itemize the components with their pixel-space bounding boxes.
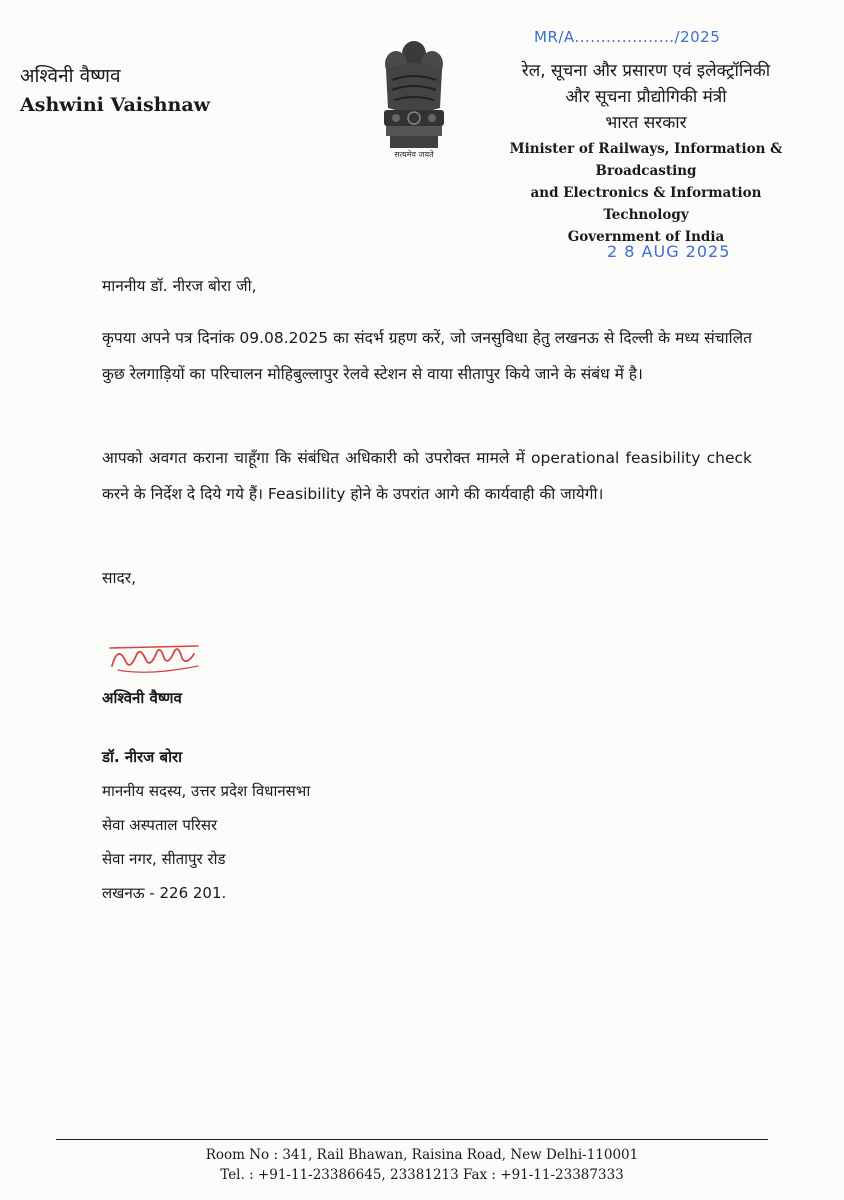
title-english-line-2: and Electronics & Information Technology <box>530 185 762 223</box>
address-line-3: सेवा नगर, सीतापुर रोड <box>102 850 226 868</box>
closing: सादर, <box>102 569 136 587</box>
minister-name-english: Ashwini Vaishnaw <box>20 94 210 116</box>
body-paragraph-2: आपको अवगत कराना चाहूँगा कि संबंधित अधिकारी को उपरोक्त मामले में operational feasibility check करने के निर्देश दे दिये गये हैं। Feasibility होने के उपरांत आगे की कार्यवाही की जायेगी। <box>102 449 752 503</box>
footer-divider <box>56 1139 768 1140</box>
addressee-block <box>102 740 310 910</box>
signer-name: अश्विनी वैष्णव <box>102 689 182 707</box>
reference-number-stamp: MR/A.................../2025 <box>534 28 721 46</box>
title-hindi-line-2: और सूचना प्रौद्योगिकी मंत्री <box>565 87 727 107</box>
minister-name-hindi: अश्विनी वैष्णव <box>20 65 121 87</box>
title-hindi-line-1: रेल, सूचना और प्रसारण एवं इलेक्ट्रॉनिकी <box>521 61 771 81</box>
body-paragraph-1: कृपया अपने पत्र दिनांक 09.08.2025 का संदर्भ ग्रहण करें, जो जनसुविधा हेतु लखनऊ से दिल्ली के मध्य संचालित कुछ रेलगाड़ियों का परिचालन मोहिबुल्लापुर रेलवे स्टेशन से वाया सीतापुर किये जाने के संबंध में है। <box>102 329 752 383</box>
address-line-2: सेवा अस्पताल परिसर <box>102 816 218 834</box>
footer-contact <box>0 1145 844 1185</box>
salutation: माननीय डॉ. नीरज बोरा जी, <box>102 277 257 295</box>
date-stamp: 2 8 AUG 2025 <box>607 242 731 261</box>
addressee-name: डॉ. नीरज बोरा <box>102 748 182 766</box>
emblem-motto: सत्यमेव जयते <box>394 150 434 159</box>
footer-phone: Tel. : +91-11-23386645, 23381213 Fax : +91-11-23387333 <box>220 1167 624 1183</box>
handwritten-signature <box>108 636 208 676</box>
footer-address: Room No : 341, Rail Bhawan, Raisina Road, New Delhi-110001 <box>205 1147 639 1163</box>
national-emblem-icon <box>378 36 450 168</box>
address-line-1: माननीय सदस्य, उत्तर प्रदेश विधानसभा <box>102 782 311 800</box>
title-hindi-line-3: भारत सरकार <box>605 113 687 133</box>
title-english-line-3: Government of India <box>567 229 725 245</box>
title-english-line-1: Minister of Railways, Information & Broadcasting <box>509 141 783 179</box>
minister-title-block <box>486 58 806 248</box>
address-line-4: लखनऊ - 226 201. <box>102 884 227 902</box>
